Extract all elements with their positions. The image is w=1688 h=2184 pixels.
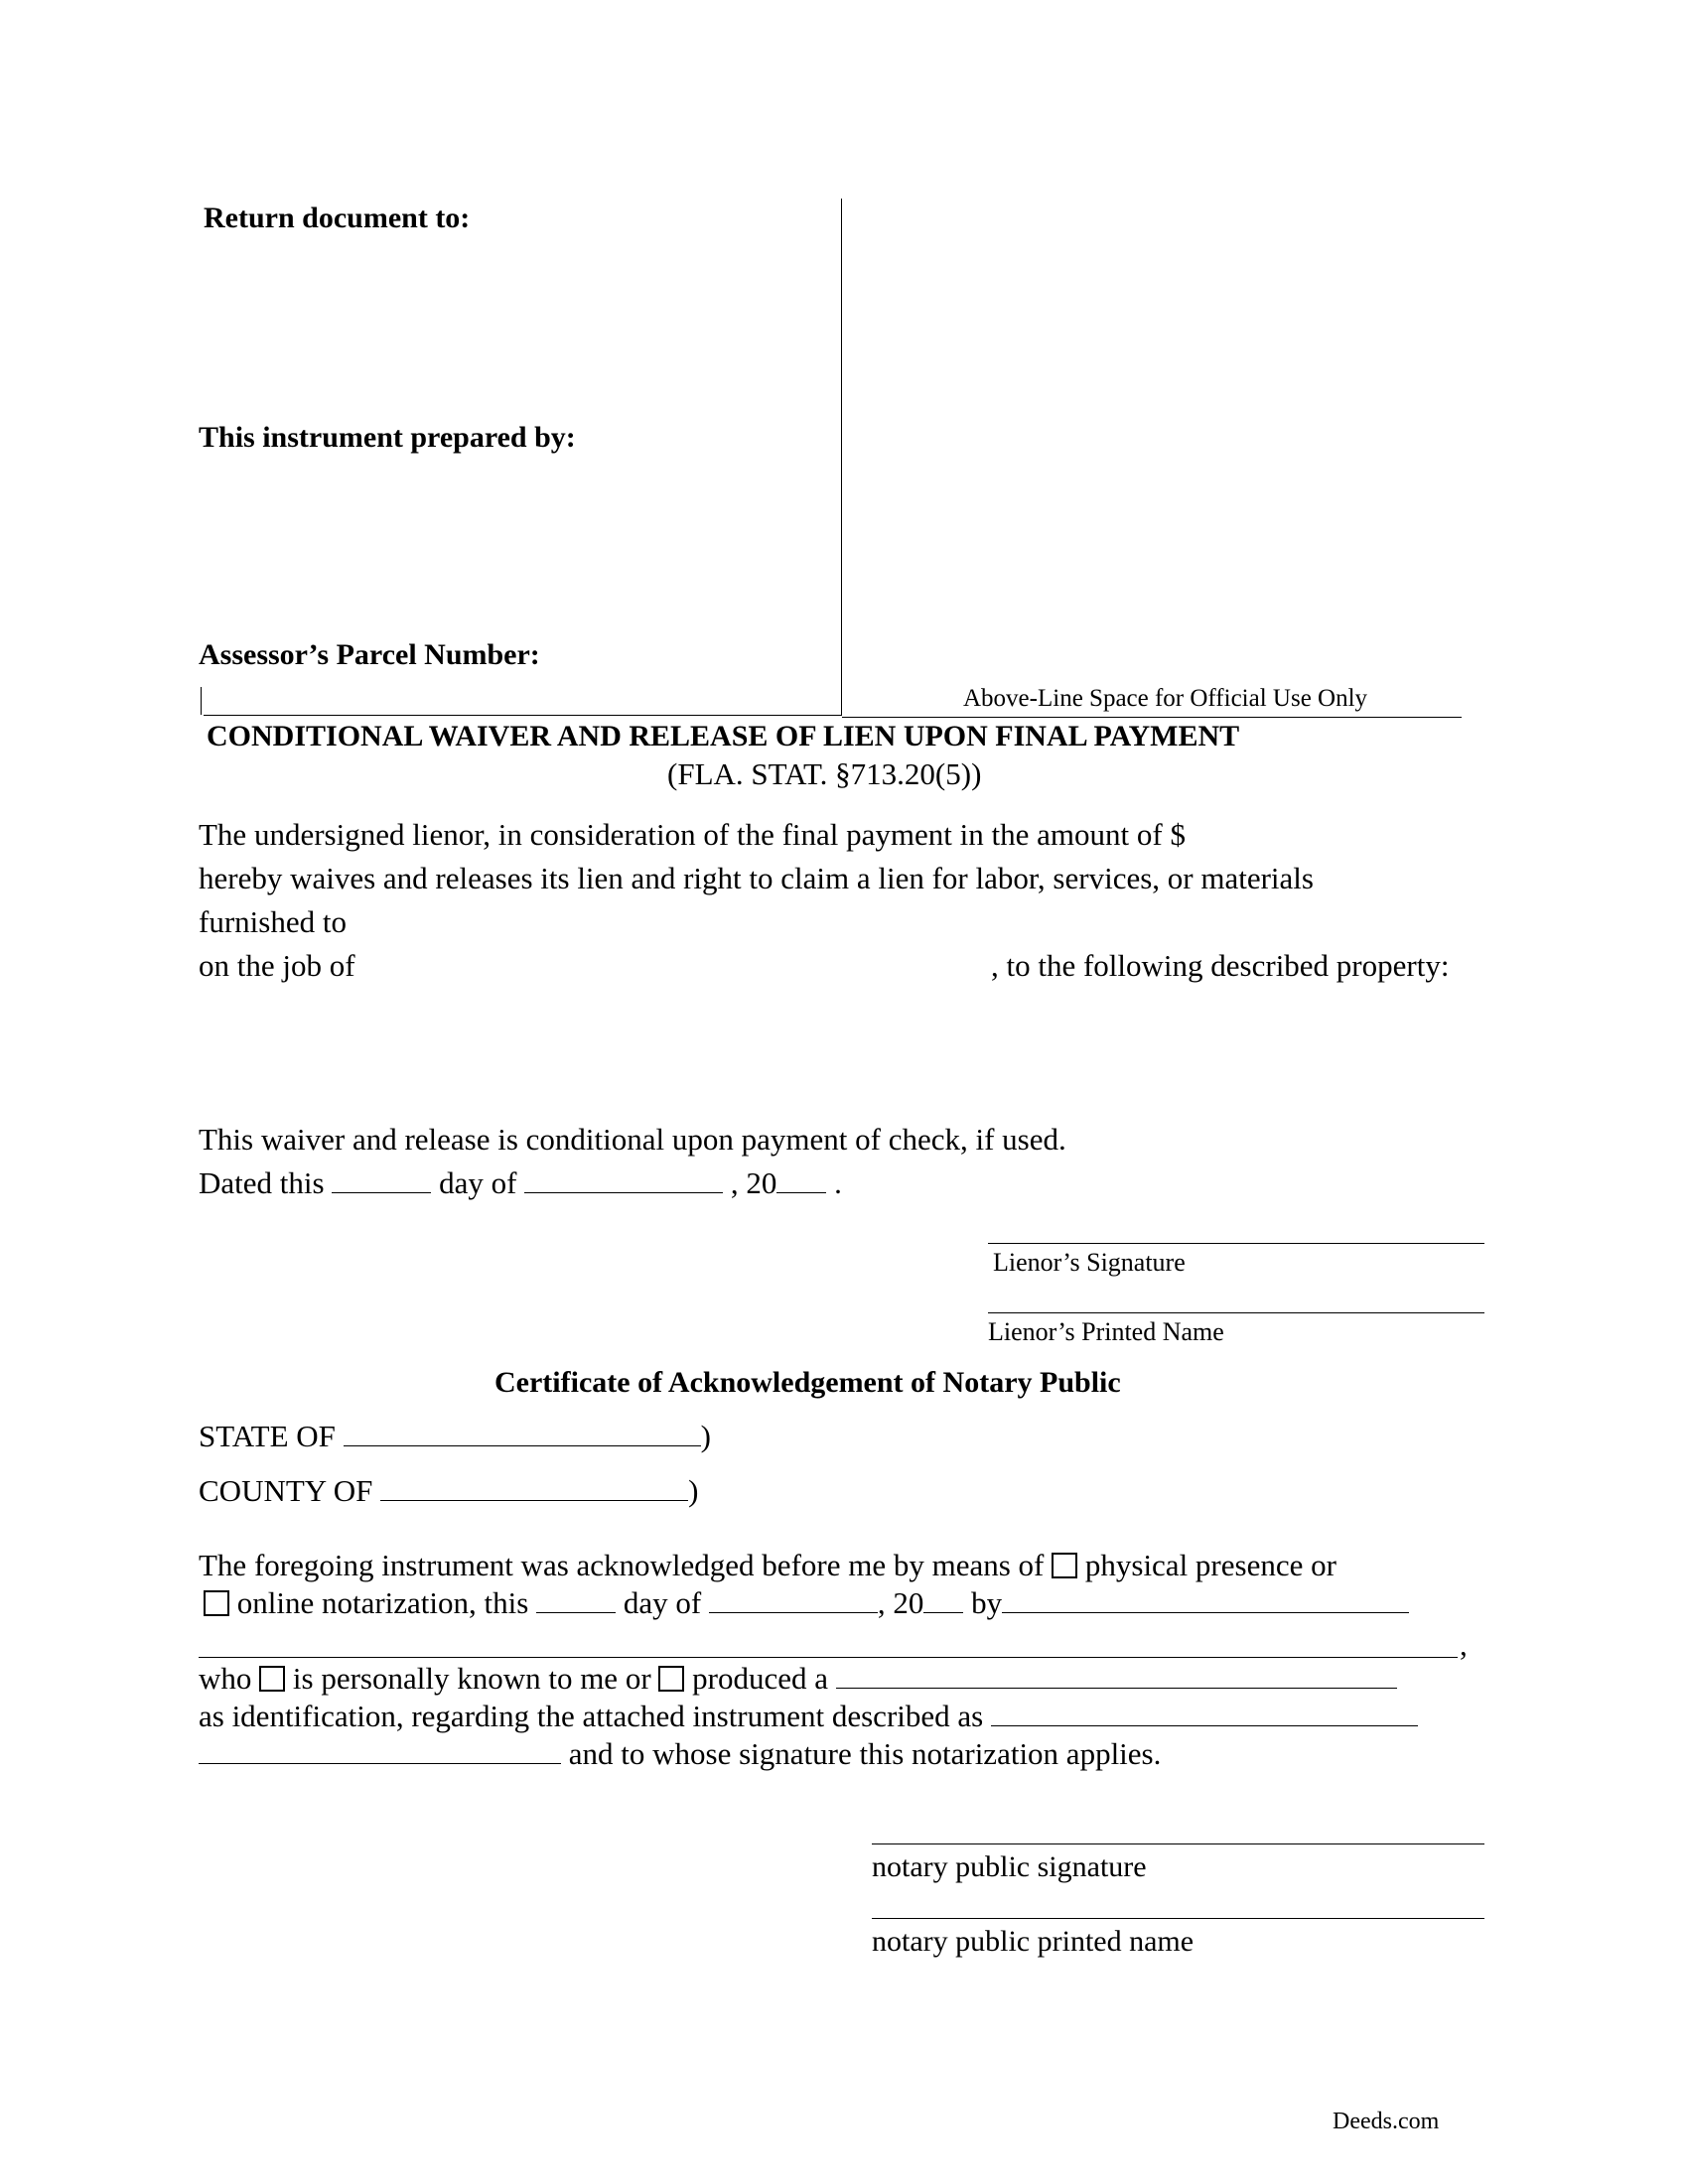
produced-a-label: produced a [692, 1661, 829, 1696]
job-of-label: on the job of [199, 948, 355, 983]
notary-printed-name-label: notary public printed name [872, 1925, 1195, 1958]
state-field[interactable] [344, 1422, 701, 1446]
waiver-line-1: The undersigned lienor, in consideration of the final payment in the amount of $ [199, 817, 1186, 852]
state-paren: ) [700, 1419, 711, 1453]
continuation-comma: , [1460, 1627, 1468, 1662]
parcel-number-field[interactable] [204, 715, 842, 716]
document-title: CONDITIONAL WAIVER AND RELEASE OF LIEN UPON FINAL PAYMENT [207, 720, 1240, 752]
state-of-label: STATE OF [199, 1419, 336, 1453]
footer-brand: Deeds.com [1333, 2109, 1440, 2134]
online-notarization-label: online notarization, this [236, 1585, 529, 1620]
dated-this-label: Dated this [199, 1165, 325, 1200]
notary-paragraph-line-6 [199, 1738, 1161, 1769]
notary-paragraph-line-1 [199, 1550, 1336, 1580]
acknowledged-means-label: The foregoing instrument was acknowledged before me by means of [199, 1548, 1045, 1582]
notary-signature-label: notary public signature [872, 1850, 1147, 1883]
notary-month-field[interactable] [709, 1588, 878, 1613]
county-of-label: COUNTY OF [199, 1473, 373, 1508]
notary-paragraph-line-5 [199, 1701, 1418, 1731]
dated-year-field[interactable] [776, 1168, 826, 1193]
acknowledged-by-field[interactable] [1002, 1588, 1409, 1613]
dated-day-of-label: day of [439, 1165, 517, 1200]
parcel-number-start-tick [201, 687, 202, 715]
acknowledged-by-continuation-field[interactable] [199, 1657, 1458, 1658]
dated-period: . [834, 1165, 842, 1200]
instrument-description-field[interactable] [991, 1702, 1418, 1726]
dated-line [199, 1167, 842, 1198]
produced-id-checkbox[interactable] [658, 1666, 684, 1692]
statute-reference: (FLA. STAT. §713.20(5)) [667, 756, 982, 791]
return-document-label: Return document to: [204, 202, 471, 234]
notary-day-field[interactable] [536, 1588, 616, 1613]
identification-type-field[interactable] [836, 1664, 1397, 1689]
prepared-by-label: This instrument prepared by: [199, 421, 576, 454]
described-property-label: , to the following described property: [991, 948, 1450, 983]
notary-certificate-title: Certificate of Acknowledgement of Notary Public [494, 1366, 1121, 1399]
who-label: who [199, 1661, 252, 1696]
notary-year-field[interactable] [923, 1588, 963, 1613]
lienor-printed-name-line[interactable] [988, 1312, 1484, 1313]
notary-paragraph-line-2 [204, 1587, 1409, 1618]
dated-day-field[interactable] [332, 1168, 431, 1193]
lienor-printed-name-label: Lienor’s Printed Name [988, 1317, 1224, 1346]
dated-month-field[interactable] [524, 1168, 723, 1193]
lienor-signature-label: Lienor’s Signature [993, 1248, 1186, 1277]
county-paren: ) [688, 1473, 699, 1508]
identification-regarding-label: as identification, regarding the attached instrument described as [199, 1699, 984, 1733]
lienor-signature-line[interactable] [988, 1243, 1484, 1244]
notary-day-of-label: day of [623, 1585, 702, 1620]
physical-presence-checkbox[interactable] [1052, 1553, 1077, 1578]
personally-known-label: is personally known to me or [292, 1661, 651, 1696]
online-notarization-checkbox[interactable] [204, 1590, 229, 1616]
condition-statement: This waiver and release is conditional upon payment of check, if used. [199, 1122, 1066, 1157]
waiver-line-3: furnished to [199, 904, 347, 939]
official-use-label: Above-Line Space for Official Use Only [963, 685, 1368, 712]
notary-printed-name-line[interactable] [872, 1918, 1484, 1919]
notary-by-label: by [971, 1585, 1003, 1620]
state-of-line [199, 1421, 711, 1451]
official-use-line [842, 717, 1462, 718]
header-vertical-divider [841, 199, 842, 715]
waiver-line-2: hereby waives and releases its lien and right to claim a lien for labor, services, or materials [199, 861, 1314, 895]
personally-known-checkbox[interactable] [259, 1666, 285, 1692]
instrument-description-continuation-field[interactable] [199, 1739, 561, 1764]
notary-paragraph-line-4 [199, 1663, 1397, 1694]
assessor-parcel-number-label: Assessor’s Parcel Number: [199, 638, 540, 671]
notarization-applies-label: and to whose signature this notarization applies. [568, 1736, 1162, 1771]
county-of-line [199, 1475, 698, 1506]
physical-presence-label: physical presence or [1084, 1548, 1336, 1582]
notary-signature-line[interactable] [872, 1843, 1484, 1844]
dated-year-prefix: , 20 [730, 1165, 777, 1200]
county-field[interactable] [380, 1476, 688, 1501]
notary-year-prefix: , 20 [877, 1585, 924, 1620]
